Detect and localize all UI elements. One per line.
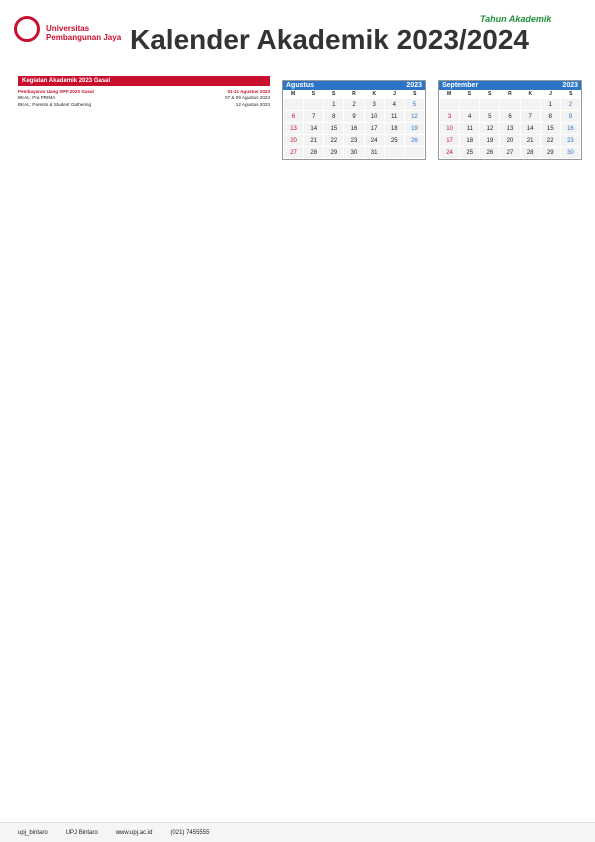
calendar-day: 8 <box>541 111 560 122</box>
website-link[interactable]: www.upj.ac.id <box>115 829 153 836</box>
calendar-day: 3 <box>440 111 459 122</box>
calendar-day: 28 <box>521 147 540 158</box>
calendar-day: 20 <box>500 135 519 146</box>
weekday-label: M <box>447 91 452 97</box>
month-year: 2023 <box>406 82 422 89</box>
calendar-day: 26 <box>480 147 499 158</box>
youtube-channel[interactable]: UPJ Bintaro <box>65 829 98 836</box>
calendar-day: 23 <box>561 135 580 146</box>
calendar-day: 15 <box>541 123 560 134</box>
calendar-day: 15 <box>324 123 343 134</box>
weekday-label: S <box>311 91 316 97</box>
calendar-day: 16 <box>561 123 580 134</box>
calendar-day: 7 <box>521 111 540 122</box>
weekday-label: J <box>549 91 552 97</box>
calendar-day: 17 <box>440 135 459 146</box>
calendar-day: 31 <box>365 147 384 158</box>
calendar-day: 20 <box>284 135 303 146</box>
calendar-grid <box>282 80 582 160</box>
calendar-day: 17 <box>365 123 384 134</box>
calendar-day: 18 <box>460 135 479 146</box>
calendar-day: 19 <box>405 123 424 134</box>
days-grid <box>283 98 425 159</box>
calendar-day: 3 <box>365 99 384 110</box>
calendar-day: 6 <box>500 111 519 122</box>
calendar-day: 1 <box>324 99 343 110</box>
calendar-day: 5 <box>480 111 499 122</box>
calendar-day: 5 <box>405 99 424 110</box>
weekday-label: M <box>291 91 296 97</box>
event-date: 07 & 09 Agustus 2023 <box>225 95 270 101</box>
event-title: Pembayaran Uang SPP 2023 Gasal <box>18 89 94 94</box>
subtitle: Tahun Akademik <box>480 14 552 24</box>
month-header <box>439 81 581 90</box>
calendar-day: 27 <box>500 147 519 158</box>
weekday-label: K <box>528 91 533 97</box>
calendar-day: 9 <box>344 111 363 122</box>
calendar-day: 2 <box>344 99 363 110</box>
gasal-events-list <box>18 89 270 108</box>
calendar-day <box>405 147 424 158</box>
calendar-day: 14 <box>304 123 323 134</box>
month-name: September <box>442 82 479 89</box>
calendar-day: 14 <box>521 123 540 134</box>
weekday-label: S <box>488 91 492 97</box>
event-date: 01-11 Agustus 2023 <box>227 89 270 94</box>
page-title: Kalender Akademik 2023/2024 <box>130 24 529 55</box>
calendar-day: 29 <box>541 147 560 158</box>
calendar-day: 4 <box>385 99 404 110</box>
calendar-day: 13 <box>284 123 303 134</box>
calendar-day: 10 <box>440 123 459 134</box>
calendar-day: 13 <box>500 123 519 134</box>
logo-line-1: Universitas <box>46 24 90 33</box>
calendar-day <box>385 147 404 158</box>
calendar-day: 27 <box>284 147 303 158</box>
weekday-label: J <box>393 91 396 97</box>
calendar-day: 21 <box>304 135 323 146</box>
calendar-day: 11 <box>385 111 404 122</box>
month-header <box>283 81 425 90</box>
calendar-day: 21 <box>521 135 540 146</box>
weekday-label: R <box>508 91 512 97</box>
month-name: Agustus <box>286 82 314 89</box>
weekday-header <box>283 90 425 98</box>
calendar-day: 23 <box>344 135 363 146</box>
calendar-day: 24 <box>440 147 459 158</box>
calendar-day: 26 <box>405 135 424 146</box>
logo-line-2: Pembangunan Jaya <box>46 33 122 42</box>
calendar-day: 30 <box>344 147 363 158</box>
days-grid <box>439 98 581 159</box>
calendar-day: 24 <box>365 135 384 146</box>
weekday-label: S <box>332 91 336 97</box>
month-september <box>438 80 582 160</box>
event-title: BKAL: Pra PRIMA <box>18 95 56 101</box>
logo <box>14 14 134 54</box>
calendar-day <box>521 99 540 110</box>
calendar-day: 19 <box>480 135 499 146</box>
calendar-day: 28 <box>304 147 323 158</box>
event-title: BKAL: Parents & Student Gathering <box>18 101 92 107</box>
weekday-label: S <box>569 91 573 97</box>
calendar-day: 18 <box>385 123 404 134</box>
weekday-label: S <box>467 91 472 97</box>
calendar-day: 22 <box>324 135 343 146</box>
calendar-day: 25 <box>460 147 479 158</box>
calendar-day <box>440 99 459 110</box>
gasal-section-title: Kegiatan Akademik 2023 Gasal <box>18 76 270 86</box>
calendar-day: 10 <box>365 111 384 122</box>
calendar-day <box>304 99 323 110</box>
event-date: 12 Agustus 2023 <box>235 101 270 107</box>
weekday-label: S <box>413 91 417 97</box>
calendar-day: 2 <box>561 99 580 110</box>
calendar-day <box>500 99 519 110</box>
month-agustus <box>282 80 426 160</box>
month-year: 2023 <box>562 82 578 89</box>
calendar-day: 16 <box>344 123 363 134</box>
event-row <box>18 102 270 108</box>
calendar-day: 12 <box>405 111 424 122</box>
calendar-day: 1 <box>541 99 560 110</box>
calendar-day: 25 <box>385 135 404 146</box>
calendar-day <box>480 99 499 110</box>
calendar-day: 6 <box>284 111 303 122</box>
calendar-day: 7 <box>304 111 323 122</box>
calendar-day: 4 <box>460 111 479 122</box>
calendar-day <box>460 99 479 110</box>
calendar-day: 9 <box>561 111 580 122</box>
weekday-header <box>439 90 581 98</box>
calendar-day: 29 <box>324 147 343 158</box>
weekday-label: R <box>352 91 356 97</box>
calendar-day: 22 <box>541 135 560 146</box>
phone-number: (021) 7455555 <box>170 829 210 836</box>
calendar-day: 8 <box>324 111 343 122</box>
calendar-day <box>284 99 303 110</box>
footer <box>0 822 595 842</box>
calendar-day: 30 <box>561 147 580 158</box>
calendar-day: 12 <box>480 123 499 134</box>
calendar-day: 11 <box>460 123 479 134</box>
academic-events-column <box>18 72 270 108</box>
weekday-label: K <box>372 91 377 97</box>
logo-icon <box>14 16 40 42</box>
instagram-handle[interactable]: upj_bintaro <box>18 829 48 836</box>
